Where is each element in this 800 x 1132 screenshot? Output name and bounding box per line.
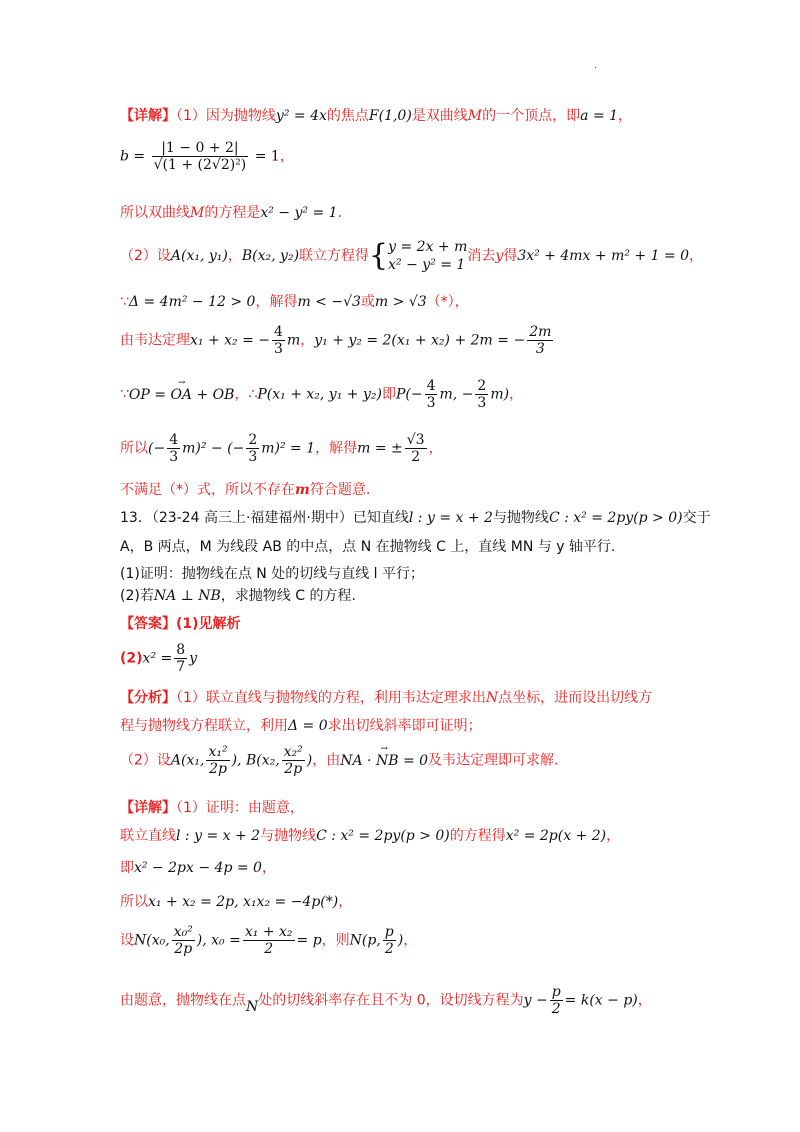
text: 所以 (120, 440, 148, 457)
math: x² − 2px − 4p = 0 (134, 860, 262, 876)
problem-text: ，求抛物线 C 的方程. (220, 588, 356, 604)
fraction-denominator: 2 (384, 941, 394, 957)
text: 符合题意. (309, 482, 371, 498)
fraction-numerator: x₁ + x₂ (244, 924, 293, 940)
fraction-numerator: p (551, 984, 561, 1000)
fraction-numerator: 4 (426, 378, 436, 394)
math: a = 1 (580, 108, 619, 124)
equation-system (388, 238, 467, 274)
text: （1）因为抛物线 (176, 108, 276, 124)
text: (2) (120, 650, 143, 667)
detail-line-6 (120, 984, 740, 1028)
text: 的方程是 (204, 205, 261, 221)
solution-line-8 (120, 432, 740, 476)
text: （1）联立直线与抛物线的方程，利用韦达定理求出 (176, 690, 486, 706)
section-tag: 【分析】 (120, 690, 176, 706)
fraction (405, 432, 427, 465)
math: y (189, 650, 198, 667)
text: 求出切线斜率即可证明； (327, 718, 482, 734)
fraction-denominator: 3 (477, 395, 487, 411)
detail-line-4 (120, 892, 740, 912)
math: m) (490, 386, 510, 403)
math: F(1,0) (368, 108, 412, 124)
fraction (282, 744, 305, 777)
math: (− (148, 440, 166, 457)
math: y (495, 248, 504, 264)
vector-equation: → NA · NB = 0 (340, 751, 428, 771)
math: M (190, 205, 205, 221)
text: 由题意，抛物线在点 (120, 992, 246, 1009)
problem-text: (2)若 (120, 588, 154, 604)
fraction-denominator: 2p (284, 761, 303, 777)
solution-line-6 (120, 324, 740, 364)
text: （*）， (426, 294, 469, 310)
text: 点坐标，进而设出切线方 (498, 690, 653, 706)
math: P(− (395, 386, 423, 403)
math: m, − (439, 386, 474, 403)
fraction-numerator: x₂² (283, 744, 303, 760)
math: x₁ + x₂ = − (190, 332, 271, 349)
fraction-numerator: x₀² (173, 924, 193, 940)
math: P(x₁ + x₂, y₁ + y₂) (257, 386, 382, 403)
solution-line-9 (120, 480, 740, 500)
answer-line-2 (120, 642, 740, 682)
fraction-denominator: 2p (209, 761, 227, 777)
fraction-numerator: |1 − 0 + 2| (152, 140, 249, 157)
fraction (246, 432, 259, 465)
vector-equation: → OP = OA + OB (129, 385, 235, 405)
fraction-numerator: 2 (248, 432, 258, 448)
analysis-line-3 (120, 744, 740, 788)
text: ， (403, 932, 418, 949)
math: 3x² + 4mx + m² + 1 = 0 (517, 248, 690, 264)
text: 与抛物线 (260, 828, 317, 844)
math: x² = 2p(x + 2) (505, 828, 607, 844)
text: 消去 (467, 248, 496, 264)
text: ∵ (120, 386, 129, 403)
math: x₁ + x₂ = 2p, x₁x₂ = −4p(*) (148, 894, 339, 910)
problem-text: 13．（23-24 高三上·福建福州·期中）已知直线 (120, 510, 409, 526)
fraction (172, 924, 195, 957)
text: ，∴ (234, 386, 258, 403)
analysis-line-2 (120, 716, 740, 736)
math: N(p, (349, 932, 381, 949)
text: . (337, 205, 342, 221)
math: = k(x − p) (564, 992, 638, 1009)
math: C : x² = 2py(p > 0) (548, 510, 683, 526)
detail-line-2 (120, 826, 740, 846)
system-equation-1: y = 2x + m (388, 239, 468, 255)
fraction-numerator: 2m (529, 324, 552, 340)
text: ， (279, 148, 294, 165)
math: b = (120, 148, 146, 165)
fraction-denominator: 2p (174, 941, 193, 957)
math: x² − y² = 1 (260, 205, 338, 221)
text: ， (689, 248, 704, 264)
text: ∵ (120, 294, 129, 310)
text: （2）设 (120, 752, 171, 769)
text: （2）设 (120, 248, 171, 264)
answer-line-1 (120, 614, 740, 634)
text: 联立直线 (120, 828, 176, 844)
text: 的一个顶点，即 (482, 108, 581, 124)
text: （1）证明：由题意， (176, 800, 304, 816)
fraction (167, 432, 180, 465)
text: ， (637, 992, 652, 1009)
text: (1)见解析 (176, 616, 241, 632)
math: = 1 (254, 148, 280, 165)
fraction-numerator: 2 (477, 378, 487, 394)
text: 由韦达定理 (120, 332, 190, 349)
fraction-numerator: p (384, 924, 394, 940)
problem-13-part-2 (120, 586, 740, 606)
fraction-denominator: 2 (264, 941, 274, 957)
math: m < −√3 (297, 294, 361, 310)
fraction-denominator: 2 (411, 449, 421, 465)
analysis-line-1 (120, 688, 740, 708)
text: 即 (381, 386, 396, 403)
math: ) (397, 932, 404, 949)
text: 所以双曲线 (120, 205, 190, 221)
math: A(x₁, (170, 752, 205, 769)
text: 的方程得 (449, 828, 506, 844)
fraction-numerator: x₁² (208, 744, 228, 760)
text: 是双曲线 (411, 108, 468, 124)
text: 即 (120, 860, 134, 876)
text: 联立方程得 (299, 248, 370, 264)
text: 所以 (120, 894, 148, 910)
math: A(x₁, y₁) (170, 248, 228, 264)
detail-line-1 (120, 798, 740, 818)
math: B(x₂, y₂) (241, 248, 300, 264)
text: 得 (503, 248, 518, 264)
math: x² = (142, 650, 173, 667)
math: y² = 4x (275, 108, 327, 124)
math: y − (523, 992, 548, 1009)
math: N (485, 690, 499, 706)
math: Δ = 0 (288, 718, 328, 734)
text: 处的切线斜率存在且不为 0，设切线方程为 (258, 992, 524, 1009)
math: y₁ + y₂ = 2(x₁ + x₂) + 2m = − (314, 332, 526, 349)
corner-mark: . (594, 60, 598, 71)
solution-line-3 (120, 203, 740, 223)
fraction-denominator: 3 (248, 449, 258, 465)
text: 程与抛物线方程联立，利用 (120, 718, 288, 734)
fraction-denominator: 3 (426, 395, 436, 411)
text: ， (338, 894, 353, 910)
fraction-denominator: √(1 + (2√2)²) (153, 157, 247, 173)
solution-line-1 (120, 106, 740, 126)
solution-line-4 (120, 238, 740, 278)
text: 及韦达定理即可求解. (428, 752, 559, 769)
system-equation-2: x² − y² = 1 (388, 257, 466, 273)
fraction-denominator: 7 (176, 659, 186, 675)
problem-text: 交于 (682, 510, 711, 526)
text: 设 (120, 932, 134, 949)
fraction (174, 642, 187, 675)
math: m (295, 482, 310, 498)
problem-text: (1)证明：抛物线在点 N 处的切线与直线 l 平行； (120, 566, 424, 582)
text: ， (606, 828, 621, 844)
text: ， (618, 108, 633, 124)
fraction-numerator: √3 (406, 432, 425, 448)
math: m (286, 332, 301, 349)
math: ), B(x₂, (231, 752, 280, 769)
math: N (246, 999, 259, 1015)
math: ), x₀ = (196, 932, 241, 949)
problem-13-part-1 (120, 564, 740, 584)
text: ，则 (321, 932, 350, 949)
fraction-numerator: 8 (176, 642, 186, 658)
fraction (425, 378, 438, 411)
text: ，解得 (255, 294, 298, 310)
solution-line-2 (120, 140, 740, 184)
math: m > √3 (374, 294, 427, 310)
fraction (206, 744, 229, 777)
math: Δ = 4m² − 12 > 0 (128, 294, 256, 310)
section-tag: 【详解】 (120, 108, 176, 124)
problem-13-line-1 (120, 508, 740, 528)
section-tag: 【详解】 (120, 800, 176, 816)
detail-line-3 (120, 858, 740, 878)
fraction-denominator: 3 (169, 449, 179, 465)
math: ) (306, 752, 313, 769)
section-tag: 【答案】 (120, 616, 176, 632)
solution-line-7 (120, 378, 740, 422)
fraction (527, 324, 553, 357)
fraction-denominator: 3 (274, 341, 283, 357)
fraction (243, 924, 295, 957)
math: m)² − (− (182, 440, 245, 457)
text: ，解得 (315, 440, 358, 457)
text: ， (509, 386, 524, 403)
solution-line-5 (120, 292, 740, 312)
fraction (383, 924, 396, 957)
fraction (475, 378, 488, 411)
problem-text: 与抛物线 (492, 510, 549, 526)
text: ， (428, 440, 443, 457)
problem-13-line-2 (120, 537, 740, 557)
text: ， (261, 860, 276, 876)
math: C : x² = 2py(p > 0) (316, 828, 450, 844)
text: ， (227, 248, 242, 264)
math: m = ± (357, 440, 403, 457)
fraction (272, 324, 285, 357)
text: 的焦点 (326, 108, 369, 124)
math: NA ⊥ NB (153, 588, 221, 604)
text: 不满足（*）式，所以不存在 (120, 482, 295, 498)
fraction-denominator: 3 (535, 341, 545, 357)
fraction-numerator: 4 (274, 324, 283, 340)
math: N(x₀, (134, 932, 170, 949)
math: M (467, 108, 483, 124)
fraction-numerator: 4 (169, 432, 179, 448)
text: 或 (360, 294, 375, 310)
fraction (550, 984, 563, 1017)
text: ， (300, 332, 315, 349)
math: l : y = x + 2 (408, 510, 493, 526)
fraction (152, 140, 249, 173)
text: ，由 (312, 752, 341, 769)
system-brace: { (369, 238, 389, 273)
problem-text: A，B 两点，M 为线段 AB 的中点，点 N 在抛物线 C 上，直线 MN 与 y 轴平行. (120, 539, 616, 555)
math: m)² = 1 (261, 440, 316, 457)
math: l : y = x + 2 (176, 828, 261, 844)
detail-line-5 (120, 924, 740, 968)
fraction-denominator: 2 (551, 1001, 561, 1017)
math: = p (296, 932, 322, 949)
